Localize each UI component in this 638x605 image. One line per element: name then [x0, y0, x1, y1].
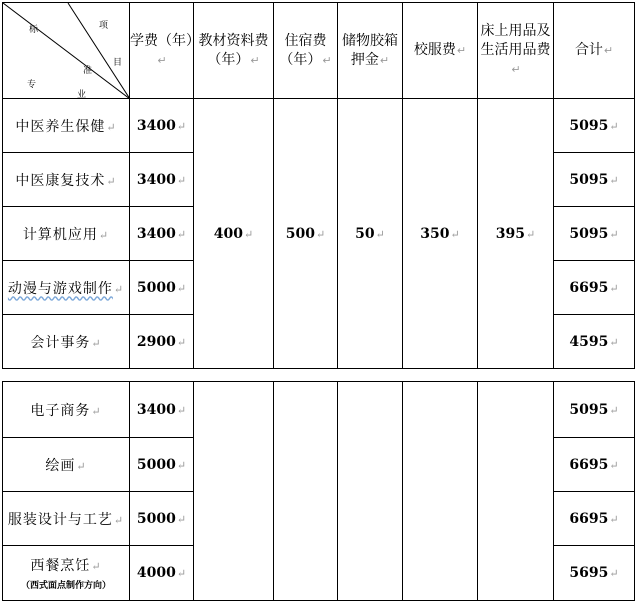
locker-value: 50↵ — [338, 99, 403, 369]
tuition-value: 5000↵ — [130, 438, 194, 492]
table-row — [3, 99, 635, 153]
dorm-value: 500↵ — [274, 99, 338, 369]
diag-label-4: 准 — [83, 66, 93, 76]
total-value: 5095↵ — [554, 153, 635, 207]
col-header-dorm: 住宿费（年）↵ — [274, 3, 338, 99]
major-name: 动漫与游戏制作↵ — [3, 261, 130, 315]
empty-cell — [403, 382, 478, 601]
uniform-value: 350↵ — [403, 99, 478, 369]
total-value: 6695↵ — [554, 261, 635, 315]
diag-label-3: 目 — [113, 58, 123, 68]
diag-label-6: 业 — [77, 90, 87, 100]
major-name: 服装设计与工艺↵ — [3, 492, 130, 546]
total-value: 5695↵ — [554, 546, 635, 601]
empty-cell — [274, 382, 338, 601]
major-name: 绘画↵ — [3, 438, 130, 492]
tuition-value: 3400↵ — [130, 382, 194, 438]
major-name: 电子商务↵ — [3, 382, 130, 438]
header-row — [3, 3, 635, 99]
diagonal-lines — [3, 3, 130, 99]
col-header-bedding: 床上用品及生活用品费↵ — [478, 3, 554, 99]
col-header-uniform: 校服费↵ — [403, 3, 478, 99]
col-header-materials: 教材资料费（年）↵ — [194, 3, 274, 99]
total-value: 5095↵ — [554, 382, 635, 438]
major-name: 计算机应用↵ — [3, 207, 130, 261]
tuition-value: 2900↵ — [130, 315, 194, 369]
table-row — [3, 382, 635, 438]
total-value: 5095↵ — [554, 99, 635, 153]
tuition-value: 3400↵ — [130, 153, 194, 207]
tuition-value: 5000↵ — [130, 492, 194, 546]
total-value: 6695↵ — [554, 438, 635, 492]
diag-label-5: 专 — [27, 80, 37, 90]
col-header-total: 合计↵ — [554, 3, 635, 99]
tuition-value: 5000↵ — [130, 261, 194, 315]
fee-table-section-1 — [2, 2, 635, 369]
empty-cell — [194, 382, 274, 601]
major-name: 会计事务↵ — [3, 315, 130, 369]
fee-table-section-2 — [2, 381, 635, 601]
major-subtitle: （西式面点制作方向） — [20, 581, 111, 591]
empty-cell — [338, 382, 403, 601]
col-header-locker: 储物胶箱押金↵ — [338, 3, 403, 99]
col-header-tuition: 学费（年）↵ — [130, 3, 194, 99]
diagonal-header-cell — [3, 3, 130, 99]
major-name: 中医康复技术↵ — [3, 153, 130, 207]
materials-value: 400↵ — [194, 99, 274, 369]
empty-cell — [478, 382, 554, 601]
total-value: 5095↵ — [554, 207, 635, 261]
major-name: 西餐烹饪↵ （西式面点制作方向） — [3, 546, 130, 601]
tuition-value: 3400↵ — [130, 207, 194, 261]
total-value: 4595↵ — [554, 315, 635, 369]
tuition-value: 4000↵ — [130, 546, 194, 601]
total-value: 6695↵ — [554, 492, 635, 546]
tuition-value: 3400↵ — [130, 99, 194, 153]
diag-label-2: 项 — [99, 21, 109, 31]
bedding-value: 395↵ — [478, 99, 554, 369]
major-name: 中医养生保健↵ — [3, 99, 130, 153]
diag-label-1: 标 — [29, 25, 39, 35]
